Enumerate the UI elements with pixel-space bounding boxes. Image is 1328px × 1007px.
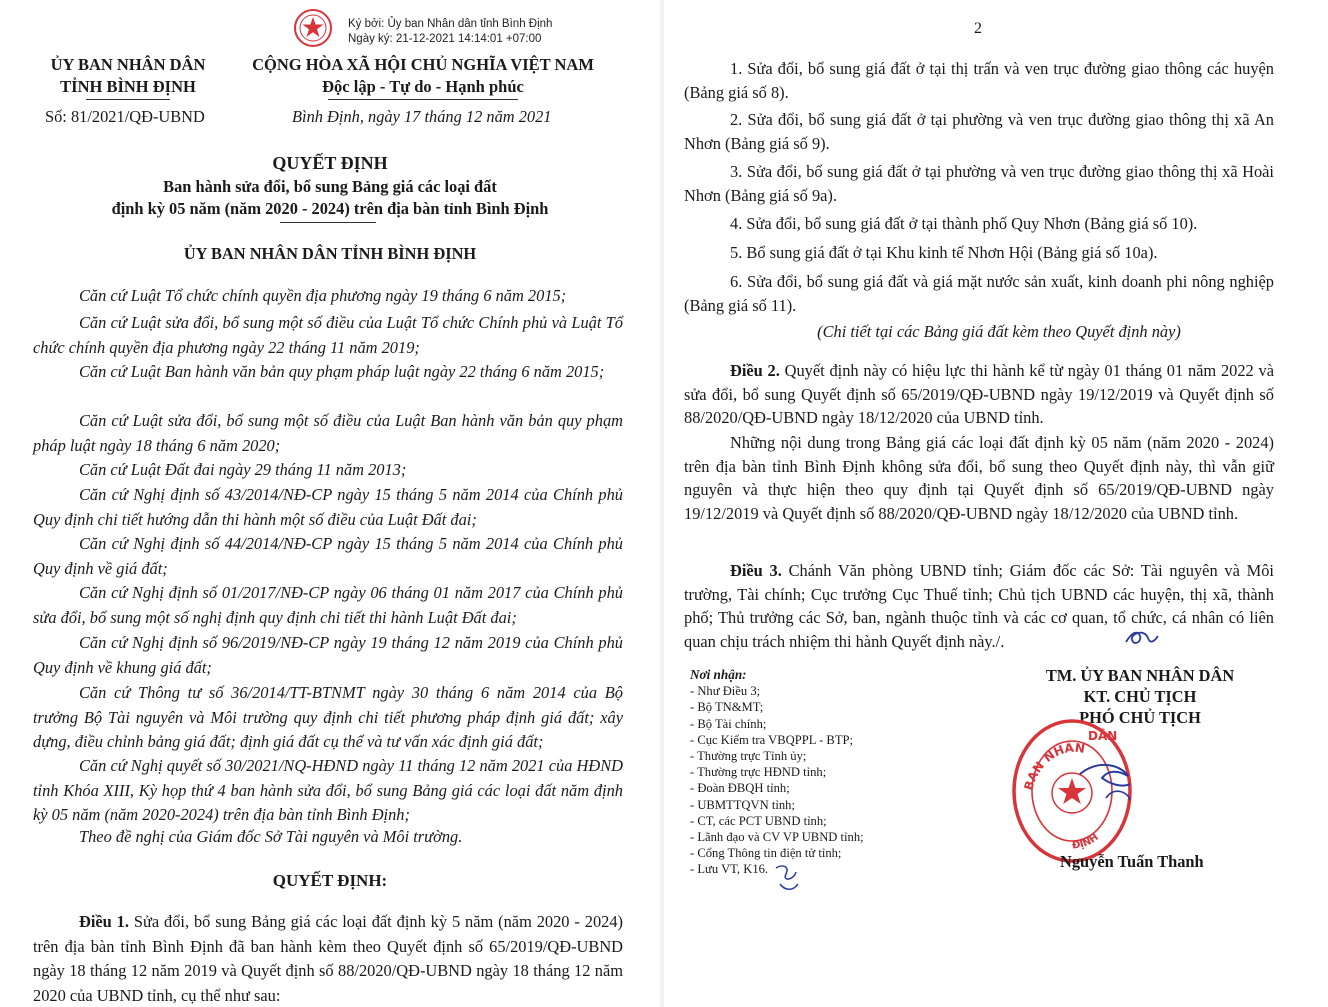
seal-text-top: DÂN [1088,729,1118,743]
recipient: - Bộ Tài chính; [690,716,767,731]
basis-8: Căn cứ Nghị định số 01/2017/NĐ-CP ngày 06 tháng 01 năm 2017 của Chính phủ sửa đổi, bổ sung một số nghị định quy định chi tiết thi hành Luật Đất đai; [33,583,623,627]
signer-name: Nguyễn Tuấn Thanh [1060,852,1204,871]
article-2-text: Quyết định này có hiệu lực thi hành kể từ ngày 01 tháng 01 năm 2022 và sửa đổi, bổ sung Quyết định số 65/2019/QĐ-UBND ngày 19/12/2019 và Quyết định số 88/2020/QĐ-UBND ngày 18/12/2020 của UBND tỉnh. [684,361,1274,427]
basis-12: Theo đề nghị của Giám đốc Sở Tài nguyên và Môi trường. [79,827,463,846]
basis-2: Căn cứ Luật sửa đổi, bổ sung một số điều của Luật Tổ chức Chính phủ và Luật Tổ chức chính quyền địa phương ngày 22 tháng 11 năm 2019; [33,313,623,357]
item-1: 1. Sửa đổi, bổ sung giá đất ở tại thị trấn và ven trục đường giao thông các huyện (Bảng giá số 8). [684,59,1274,102]
decision-title: QUYẾT ĐỊNH [272,153,388,173]
recipient: - UBMTTQVN tỉnh; [690,797,795,812]
basis-4: Căn cứ Luật sửa đổi, bổ sung một số điều của Luật Ban hành văn bản quy phạm pháp luật ngày 18 tháng 6 năm 2020; [33,411,623,455]
item-3: 3. Sửa đổi, bổ sung giá đất ở tại phường và ven trục đường giao thông thị xã Hoài Nhơn (Bảng giá số 9a). [684,162,1274,205]
left-page [0,0,660,1007]
country-name: CỘNG HÒA XÃ HỘI CHỦ NGHĨA VIỆT NAM [252,55,594,74]
recipient: - Cục Kiểm tra VBQPPL - BTP; [690,732,854,747]
agency-line2: TỈNH BÌNH ĐỊNH [60,77,196,96]
digital-signature-info [348,17,552,47]
agency-line1: ỦY BAN NHÂN DÂN [50,55,206,74]
national-emblem-icon [293,8,333,48]
page-number: 2 [974,20,982,37]
basis-10: Căn cứ Thông tư số 36/2014/TT-BTNMT ngày 30 tháng 6 năm 2014 của Bộ trưởng Bộ Tài nguyên và Môi trường quy định chi tiết phương pháp định giá đất; xây dựng, điều chỉnh bảng giá đất; định giá đất cụ thể và tư vấn xác định giá đất; [33,683,623,751]
article-2-paragraph-2: Những nội dung trong Bảng giá các loại đất định kỳ 05 năm (năm 2020 - 2024) trên địa bàn tỉnh Bình Định không sửa đổi, bổ sung theo Quyết định này, thì vẫn giữ nguyên và thực hiện theo quy định tại Quyết định số 65/2019/QĐ-UBND ngày 19/12/2019 và Quyết định số 88/2020/QĐ-UBND ngày 18/12/2020 của UBND tỉnh. [684,433,1274,523]
seal-text-left: BAN NHÂN [1021,740,1086,792]
article-3 [684,559,1274,653]
recipient: - CT, các PCT UBND tỉnh; [690,813,827,828]
subtitle-underline [280,222,376,223]
recipient: - Thường trực Tỉnh ủy; [690,749,807,764]
basis-3: Căn cứ Luật Ban hành văn bản quy phạm pháp luật ngày 22 tháng 6 năm 2015; [79,362,605,381]
agency-header [40,54,216,98]
recipient: - Cổng Thông tin điện tử tỉnh; [690,846,842,861]
official-seal-icon [1010,718,1134,864]
country-header [240,54,606,98]
recipients-list [690,667,864,878]
signer-line2: KT. CHỦ TỊCH [1083,687,1197,706]
basis-6: Căn cứ Nghị định số 43/2014/NĐ-CP ngày 15 tháng 5 năm 2014 của Chính phủ Quy định chi tiết hướng dẫn thi hành một số điều của Luật Đất đai; [33,485,623,529]
decision-subtitle [0,176,660,220]
item-6: 6. Sửa đổi, bổ sung giá đất và giá mặt nước sản xuất, kinh doanh phi nông nghiệp (Bảng giá số 11). [684,272,1274,315]
item-5: 5. Bổ sung giá đất ở tại Khu kinh tế Nhơn Hội (Bảng giá số 10a). [730,243,1158,262]
signature-signer: Ký bởi: Ủy ban Nhân dân tỉnh Bình Định [348,18,553,30]
signer-line3: PHÓ CHỦ TỊCH [1079,708,1201,727]
filing-initials-mark [772,862,802,896]
signature-date: Ngày ký: 21-12-2021 14:14:01 +07:00 [348,33,542,45]
recipient: - Như Điều 3; [690,684,761,699]
details-note: (Chi tiết tại các Bảng giá đất kèm theo Quyết định này) [817,322,1181,341]
seal-text-bottom: ĐỊNH [1071,831,1101,852]
article-1-label: Điều 1. [79,912,129,931]
recipient: - Bộ TN&MT; [690,700,764,715]
article-3-text: Chánh Văn phòng UBND tỉnh; Giám đốc các Sở: Tài nguyên và Môi trường, Tài chính; Cục trưởng Cục Thuế tỉnh; Chủ tịch UBND các huyện, thị xã, thành phố; Thủ trưởng các Sở, ban, ngành thuộc tỉnh và các cơ quan, tổ chức, cá nhân có liên quan chịu trách nhiệm thi hành Quyết định này./. [684,561,1274,651]
article-1 [33,910,623,1007]
agency-underline [86,99,170,100]
basis-11: Căn cứ Nghị quyết số 30/2021/NQ-HĐND ngày 11 tháng 12 năm 2021 của HĐND tỉnh Khóa XIII, Kỳ họp thứ 4 ban hành sửa đổi, bổ sung Bảng giá các loại đất năm định kỳ 05 năm (năm 2020-2024) trên địa bàn tỉnh Bình Định; [33,756,623,824]
recipient: - Lãnh đạo và CV VP UBND tỉnh; [690,830,864,845]
initials-mark [1122,624,1162,650]
motto-underline [328,99,518,100]
signer-line1: TM. ỦY BAN NHÂN DÂN [1045,666,1235,685]
place-date: Bình Định, ngày 17 tháng 12 năm 2021 [292,107,552,126]
article-3-label: Điều 3. [730,561,782,580]
recipient: - Lưu VT, K16. [690,862,769,877]
subtitle-line2: định kỳ 05 năm (năm 2020 - 2024) trên địa bàn tỉnh Bình Định [111,199,549,218]
basis-7: Căn cứ Nghị định số 44/2014/NĐ-CP ngày 15 tháng 5 năm 2014 của Chính phủ Quy định về giá đất; [33,534,623,578]
subtitle-line1: Ban hành sửa đổi, bổ sung Bảng giá các loại đất [163,177,497,196]
article-1-text: Sửa đổi, bổ sung Bảng giá các loại đất định kỳ 5 năm (năm 2020 - 2024) trên địa bàn tỉnh Bình Định đã ban hành kèm theo Quyết định số 65/2019/QĐ-UBND ngày 18 tháng 12 năm 2019 và Quyết định số 88/2020/QĐ-UBND ngày 18 tháng 12 năm 2020 của UBND tỉnh, cụ thể như sau: [33,912,623,1005]
recipient: - Đoàn ĐBQH tỉnh; [690,781,790,796]
item-4: 4. Sửa đổi, bổ sung giá đất ở tại thành phố Quy Nhơn (Bảng giá số 10). [730,214,1198,233]
article-2 [684,359,1274,430]
recipients-title: Nơi nhận: [690,667,747,682]
issuer: ỦY BAN NHÂN DÂN TỈNH BÌNH ĐỊNH [183,244,477,263]
basis-9: Căn cứ Nghị định số 96/2019/NĐ-CP ngày 19 tháng 12 năm 2019 của Chính phủ Quy định về khung giá đất; [33,633,623,677]
basis-1: Căn cứ Luật Tổ chức chính quyền địa phương ngày 19 tháng 6 năm 2015; [79,286,567,305]
item-2: 2. Sửa đổi, bổ sung giá đất ở tại phường và ven trục đường giao thông thị xã An Nhơn (Bảng giá số 9). [684,110,1274,153]
article-2-label: Điều 2. [730,361,780,380]
basis-5: Căn cứ Luật Đất đai ngày 29 tháng 11 năm 2013; [79,460,407,479]
recipient: - Thường trực HĐND tỉnh; [690,765,827,780]
doc-number: Số: 81/2021/QĐ-UBND [45,107,205,126]
country-motto: Độc lập - Tự do - Hạnh phúc [322,77,524,96]
decides-heading: QUYẾT ĐỊNH: [272,871,388,890]
